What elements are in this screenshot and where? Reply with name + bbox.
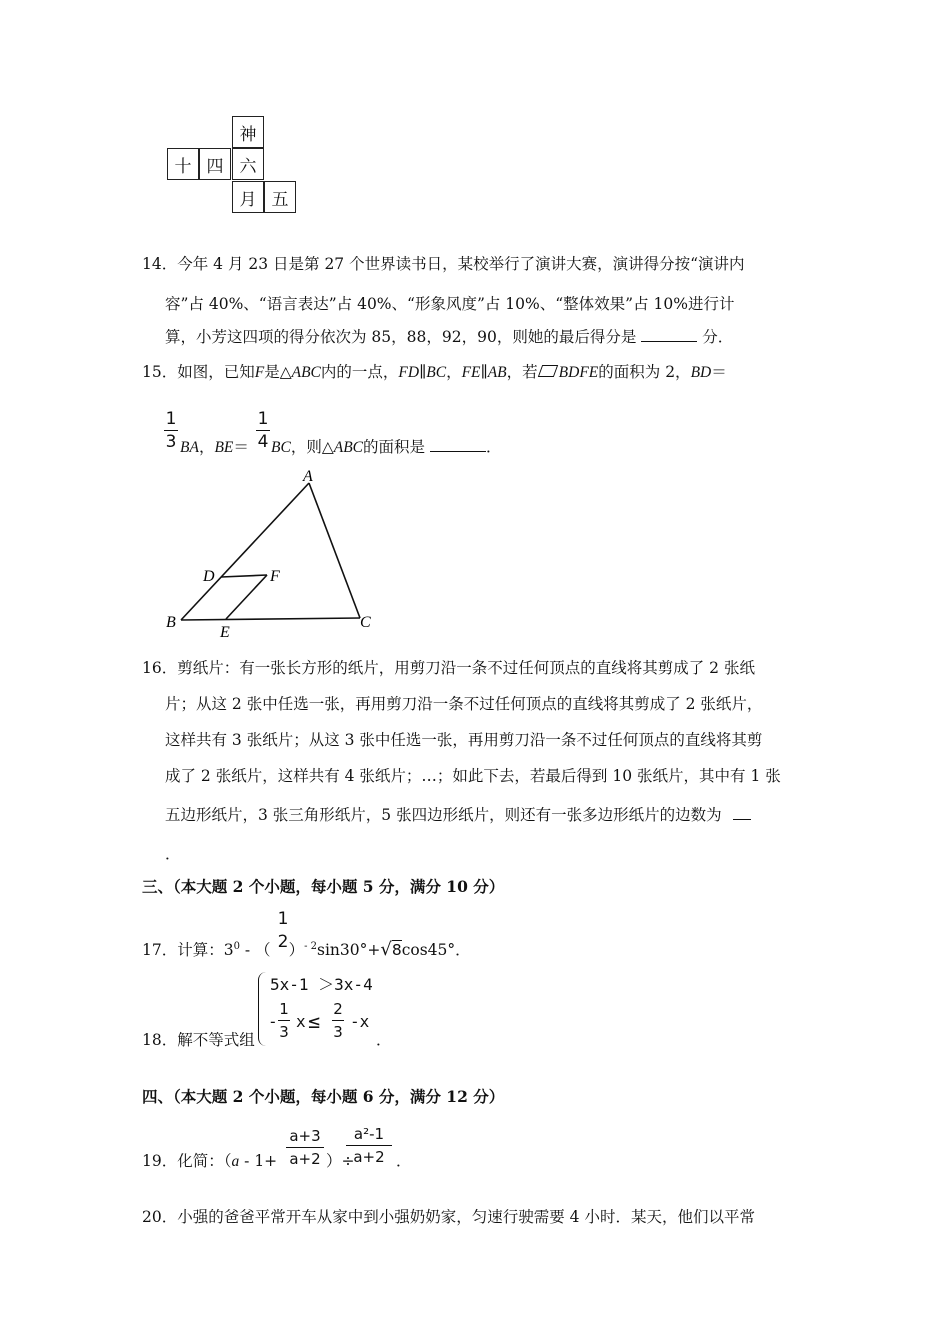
fraction-denominator: 2 [277, 932, 289, 952]
var-F: F [254, 364, 265, 381]
q14-line3 [165, 327, 733, 347]
fraction-denominator: a+2 [353, 1148, 385, 1166]
radicand: 8 [391, 941, 402, 960]
fraction-one-quarter [256, 410, 270, 451]
sqrt-icon: √ [380, 939, 392, 961]
fraction-one-third [164, 410, 178, 451]
var-a: a [231, 1153, 240, 1170]
q18-end: ． [376, 1031, 392, 1049]
q15-line1 [142, 362, 727, 383]
label-B: B [166, 614, 176, 631]
fraction-numerator: 1 [165, 409, 177, 429]
label-E: E [220, 624, 230, 641]
less-equal-icon: ≤ [308, 1009, 321, 1033]
q15-end: ． [485, 438, 502, 456]
fraction-bar [278, 1020, 290, 1021]
parallelogram-icon [537, 365, 557, 377]
q16-line4: 成了 2 张纸片，这样共有 4 张纸片；…；如此下去，若最后得到 10 张纸片，其中有 1 张 [165, 767, 781, 785]
triangle-figure [160, 465, 380, 645]
q15-text: 的面积为 2， [598, 363, 691, 381]
var-FD: FD [398, 364, 420, 381]
q14-end: 分． [702, 328, 734, 346]
q15-line2b [271, 437, 501, 458]
net-cell: 十 [167, 148, 199, 180]
fraction-numerator: a²-1 [353, 1125, 385, 1143]
answer-blank [430, 437, 486, 452]
net-cell: 五 [264, 181, 296, 213]
answer-blank [733, 805, 751, 820]
q19-text: - 1+ [239, 1152, 278, 1170]
fraction-numerator: 1 [279, 1000, 289, 1018]
side-BC [181, 618, 360, 620]
comma: ， [446, 363, 462, 381]
q17-line [142, 937, 471, 960]
side-AC [309, 483, 360, 618]
q17-text: sin30°+ [317, 941, 381, 960]
q16-line1: 16．剪纸片：有一张长方形的纸片，用剪刀沿一条不过任何顶点的直线将其剪成了 2 张纸 [142, 659, 755, 677]
fraction-bar [346, 1145, 392, 1146]
exponent: - 2 [304, 941, 317, 952]
fraction-bar [256, 430, 270, 431]
var-x: x [296, 1012, 306, 1031]
q16-text: 五边形纸片，3 张三角形纸片，5 张四边形纸片，则还有一张多边形纸片的边数为 [165, 806, 722, 824]
answer-blank [641, 327, 697, 342]
q15-text: 的面积是 [363, 438, 426, 456]
fraction-numerator: 2 [333, 1000, 343, 1018]
fraction-bar [164, 430, 178, 431]
fraction-bar [286, 1147, 324, 1148]
q16-line3: 这样共有 3 张纸片；从这 3 张中任选一张，再用剪刀沿一条不过任何顶点的直线将其剪 [165, 731, 763, 749]
var-BA: BA [180, 439, 199, 456]
q17-text: - （ [239, 941, 271, 960]
var-BDFE: BDFE [558, 364, 599, 381]
fraction-a3-over-a2 [286, 1127, 324, 1168]
section-4-title: 四、（本大题 2 个小题，每小题 6 分，满分 12 分） [142, 1087, 505, 1106]
q19-line [142, 1151, 277, 1172]
var-FE: FE [461, 364, 481, 381]
parallel-sign: ∥ [480, 363, 488, 381]
comma: ， [198, 438, 215, 456]
q18-tail: -x [350, 1012, 370, 1031]
fraction-denominator: a+2 [289, 1150, 321, 1168]
q17-text: cos45°． [401, 941, 471, 960]
label-D: D [203, 568, 215, 585]
q16-line6: ． [165, 845, 181, 863]
q19-text: 19．化简：（ [142, 1152, 232, 1170]
q14-line2: 容”占 40%、“语言表达”占 40%、“形象风度”占 10%、“整体效果”占 10%进行计 [165, 295, 735, 313]
var-ABC: ABC [291, 364, 321, 381]
minus-sign: - [268, 1012, 278, 1031]
fraction-denominator: 3 [165, 432, 177, 452]
q14-line1: 14．今年 4 月 23 日是第 27 个世界读书日，某校举行了演讲大赛，演讲得分按“演讲内 [142, 255, 745, 273]
q15-text: 是△ [264, 363, 292, 381]
q19-end: ． [396, 1152, 412, 1170]
q17-text: ） [288, 941, 305, 960]
fraction-bar [332, 1020, 344, 1021]
q19-close: ）÷ [326, 1152, 355, 1170]
parallel-sign: ∥ [419, 363, 427, 381]
exponent: 0 [233, 941, 240, 952]
equals: ＝ [233, 438, 249, 456]
var-ABC: ABC [333, 439, 364, 456]
fraction-numerator: 1 [257, 409, 269, 429]
q14-text: 算，小芳这四项的得分依次为 85，88，92，90，则她的最后得分是 [165, 328, 637, 346]
net-cell: 神 [232, 116, 264, 148]
fraction-numerator: a+3 [289, 1127, 321, 1145]
fraction-a2m1-over-a2 [346, 1125, 392, 1166]
section-3-title: 三、（本大题 2 个小题，每小题 5 分，满分 10 分） [142, 877, 505, 896]
q15-text: 15．如图，已知 [142, 363, 255, 381]
brace-icon [258, 972, 267, 1046]
segment-FE [226, 575, 267, 619]
net-cell: 六 [232, 148, 264, 180]
inequality-1: 5x-1 ＞3x-4 [270, 975, 373, 994]
label-C: C [360, 614, 371, 631]
var-AB: AB [487, 364, 507, 381]
fraction-one-third [278, 1000, 290, 1041]
segment-DF [221, 575, 267, 577]
q15-text: ，则△ [290, 438, 334, 456]
equals: ＝ [711, 363, 727, 381]
q17-text: 17．计算：3 [142, 941, 234, 960]
net-cell: 四 [199, 148, 231, 180]
q15-line2 [180, 437, 249, 458]
fraction-denominator: 3 [279, 1023, 289, 1041]
var-BD: BD [690, 364, 712, 381]
label-A: A [303, 468, 313, 485]
label-F: F [270, 568, 280, 585]
var-BE: BE [214, 439, 234, 456]
fraction-denominator: 4 [257, 432, 269, 452]
q16-line5 [165, 805, 751, 825]
q20-line1: 20．小强的爸爸平常开车从家中到小强奶奶家，匀速行驶需要 4 小时．某天，他们以平常 [142, 1208, 755, 1226]
var-BC: BC [426, 364, 447, 381]
q15-text: ，若 [506, 363, 538, 381]
q18-label: 18．解不等式组 [142, 1031, 255, 1049]
fraction-two-thirds [332, 1000, 344, 1041]
fraction-denominator: 3 [333, 1023, 343, 1041]
net-cell: 月 [232, 181, 264, 213]
q16-line2: 片；从这 2 张中任选一张，再用剪刀沿一条不过任何顶点的直线将其剪成了 2 张纸片， [165, 695, 763, 713]
var-BC: BC [271, 439, 291, 456]
fraction-numerator: 1 [277, 909, 289, 929]
q15-text: 内的一点， [320, 363, 399, 381]
